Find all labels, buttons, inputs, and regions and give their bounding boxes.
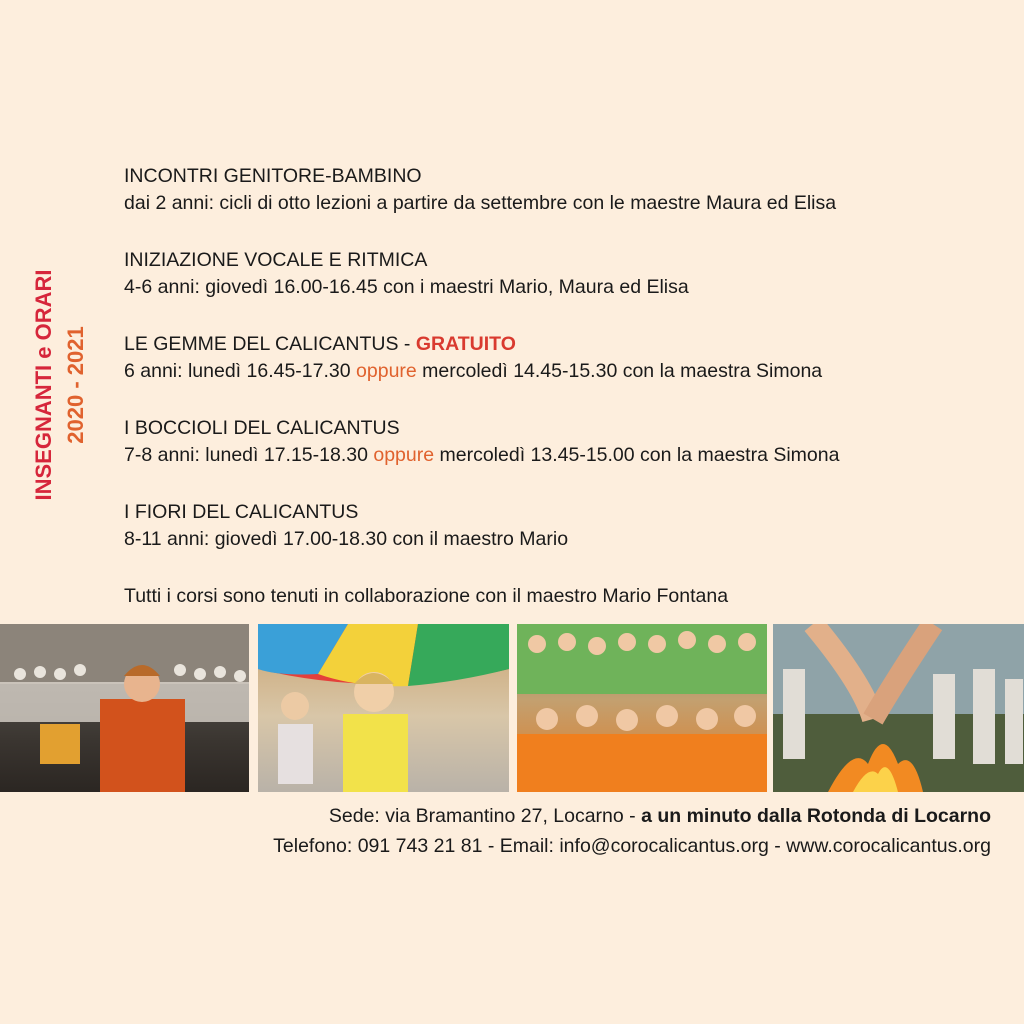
heading-years: 2020 - 2021 [63,326,88,444]
photo-hands-campfire [773,624,1024,792]
collaboration-note: Tutti i corsi sono tenuti in collaborazione con il maestro Mario Fontana [124,585,729,607]
course-detail: dai 2 anni: cicli di otto lezioni a partire da settembre con le maestre Maura ed Elisa [124,192,837,214]
course-title: INIZIAZIONE VOCALE E RITMICA [124,249,428,271]
course-item [124,499,1004,553]
oppure-word: oppure [373,444,435,466]
contact-footer [273,801,991,861]
address-text: Sede: via Bramantino 27, Locarno - [328,805,642,827]
vertical-heading [30,230,105,540]
course-title-line [124,331,1004,358]
detail-part-b: mercoledì 13.45-15.00 con la maestra Simona [434,444,840,466]
photo-choir-singing [517,624,767,792]
course-item [124,163,1004,217]
address-line [329,805,991,827]
course-item [124,331,1004,385]
detail-part-a: 7-8 anni: lunedì 17.15-18.30 [124,444,374,466]
course-detail: 8-11 anni: giovedì 17.00-18.30 con il maestro Mario [124,528,569,550]
free-badge: GRATUITO [415,333,516,355]
detail-part-a: 6 anni: lunedì 16.45-17.30 [124,360,357,382]
oppure-word: oppure [356,360,417,382]
course-title: I BOCCIOLI DEL CALICANTUS [124,417,400,439]
course-detail [124,358,1004,385]
detail-part-b: mercoledì 14.45-15.30 con la maestra Simona [416,360,823,382]
photo-choir-stage [0,624,249,792]
course-item [124,247,1004,301]
photo-strip [0,624,1024,792]
course-title: I FIORI DEL CALICANTUS [124,501,359,523]
course-title: LE GEMME DEL CALICANTUS - [124,333,416,355]
course-list [124,163,1004,583]
course-item [124,415,1004,469]
course-detail: 4-6 anni: giovedì 16.00-16.45 con i maestri Mario, Maura ed Elisa [124,276,689,298]
photo-parachute-play [258,624,509,792]
address-highlight: a un minuto dalla Rotonda di Locarno [641,805,991,827]
heading-title: INSEGNANTI e ORARI [31,269,56,501]
contacts-line: Telefono: 091 743 21 81 - Email: info@corocalicantus.org - www.corocalicantus.org [273,835,991,857]
course-title: INCONTRI GENITORE-BAMBINO [124,165,422,187]
course-detail [124,442,1004,469]
